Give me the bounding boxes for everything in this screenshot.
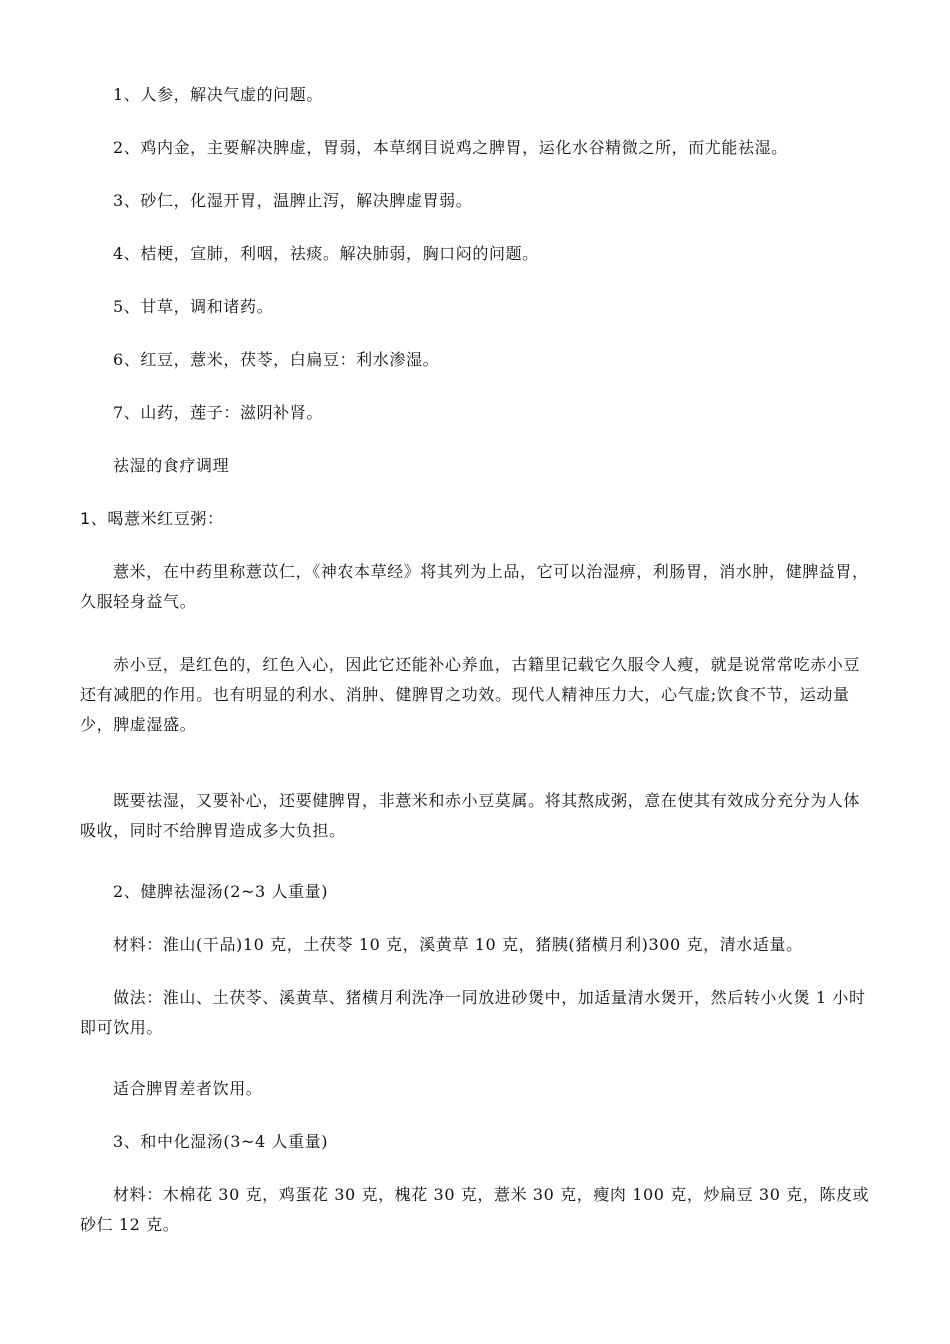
paragraph-adzuki: 赤小豆，是红色的，红色入心，因此它还能补心养血，古籍里记载它久服令人瘦，就是说常常吃赤小豆还有减肥的作用。也有明显的利水、消肿、健脾胃之功效。现代人精神压力大，心气虚;饮食不节，运动量少，脾虚湿盛。 [80, 655, 861, 734]
paragraph-platycodon: 4、桔梗，宣肺，利咽，祛痰。解决肺弱，胸口闷的问题。 [113, 244, 539, 263]
section-heading: 祛湿的食疗调理 [113, 456, 230, 475]
paragraph-yam: 7、山药，莲子：滋阴补肾。 [113, 403, 323, 422]
paragraph-ginseng: 1、人参，解决气虚的问题。 [113, 85, 323, 104]
paragraph-chicken-gizzard: 2、鸡内金，主要解决脾虚，胃弱，本草纲目说鸡之脾胃，运化水谷精微之所，而尤能祛湿。 [113, 138, 788, 157]
paragraph-coix: 薏米，在中药里称薏苡仁，《神农本草经》将其列为上品，它可以治湿痹，利肠胃，消水肿，健脾益胃，久服轻身益气。 [80, 562, 869, 611]
paragraph-summary: 既要祛湿，又要补心，还要健脾胃，非薏米和赤小豆莫属。将其熬成粥，意在使其有效成分充分为人体吸收，同时不给脾胃造成多大负担。 [80, 791, 861, 840]
paragraph-amomum: 3、砂仁，化湿开胃，温脾止泻，解决脾虚胃弱。 [113, 191, 473, 210]
recipe-3-title: 3、和中化湿汤(3~4 人重量) [113, 1132, 329, 1151]
paragraph-red-bean: 6、红豆，薏米，茯苓，白扁豆：利水渗湿。 [113, 350, 440, 369]
recipe-2-ingredients: 材料：淮山(干品)10 克，土茯苓 10 克，溪黄草 10 克，猪胰(猪横月利)300 克，清水适量。 [113, 935, 803, 954]
recipe-1-title: 1、喝薏米红豆粥： [80, 509, 224, 528]
recipe-2-note: 适合脾胃差者饮用。 [113, 1079, 263, 1098]
recipe-3-ingredients: 材料：木棉花 30 克，鸡蛋花 30 克，槐花 30 克，薏米 30 克，瘦肉 100 克，炒扁豆 30 克，陈皮或砂仁 12 克。 [80, 1185, 870, 1234]
recipe-2-title: 2、健脾祛湿汤(2~3 人重量) [113, 882, 329, 901]
recipe-2-method: 做法：淮山、土茯苓、溪黄草、猪横月利洗净一同放进砂煲中，加适量清水煲开，然后转小火煲 1 小时即可饮用。 [80, 988, 866, 1037]
paragraph-licorice: 5、甘草，调和诸药。 [113, 297, 274, 316]
